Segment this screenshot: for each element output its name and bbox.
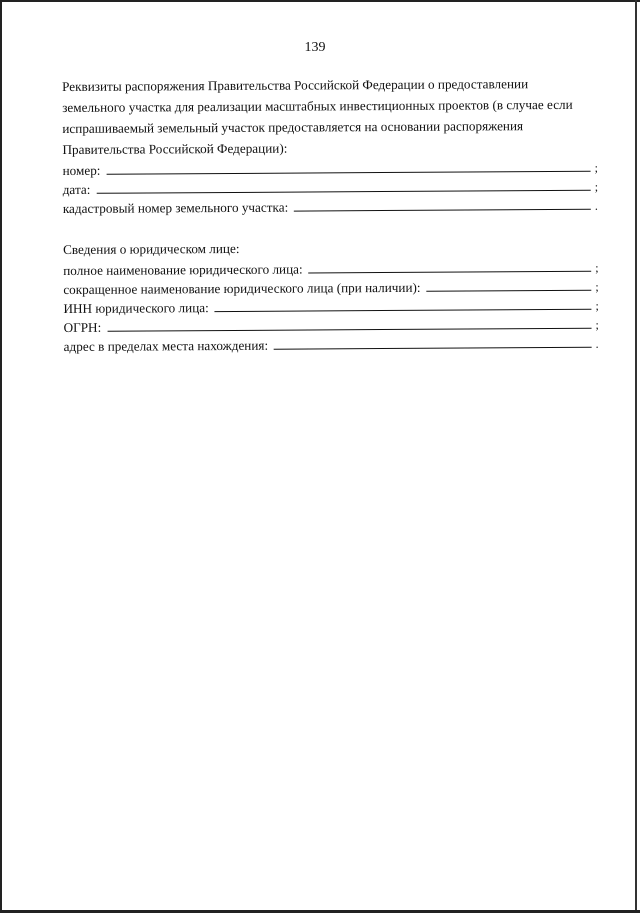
field-label: ИНН юридического лица: [63, 300, 209, 316]
scan-border-right [635, 0, 637, 913]
intro-line: испрашиваемый земельный участок предоставляется на основании распоряжения [62, 118, 524, 136]
fill-in-line[interactable] [106, 158, 590, 175]
section-heading: Сведения о юридическом лице: [63, 240, 240, 257]
field-punctuation: . [594, 198, 598, 213]
address-field [64, 333, 604, 355]
field-punctuation: ; [595, 279, 599, 294]
field-label: дата: [62, 181, 91, 197]
field-label: ОГРН: [63, 319, 102, 335]
field-punctuation: ; [594, 179, 599, 194]
scan-border-top [0, 0, 640, 2]
intro-line: Реквизиты распоряжения Правительства Российской Федерации о предоставлении [62, 76, 529, 94]
field-punctuation: ; [595, 317, 599, 332]
intro-line: земельного участка для реализации масштабных инвестиционных проектов (в случае если [62, 96, 573, 115]
legal-entity-section [63, 236, 604, 355]
fill-in-line[interactable] [294, 196, 591, 212]
fill-in-line[interactable] [107, 315, 591, 332]
field-punctuation: . [595, 336, 599, 351]
page-number: 139 [304, 40, 326, 55]
field-label: адрес в пределах места нахождения: [63, 337, 269, 354]
field-label: полное наименование юридического лица: [63, 261, 303, 278]
fill-in-line[interactable] [96, 177, 590, 194]
field-label: сокращенное наименование юридического лица (при наличии): [63, 279, 421, 297]
field-punctuation: ; [595, 260, 599, 275]
intro-line: Правительства Российской Федерации): [62, 140, 288, 157]
field-label: номер: [62, 162, 101, 178]
decree-details-section [62, 73, 603, 217]
field-punctuation: ; [595, 298, 599, 313]
field-label: кадастровый номер земельного участка: [62, 199, 289, 216]
fill-in-line[interactable] [215, 296, 592, 312]
fill-in-line[interactable] [309, 258, 592, 274]
fill-in-line[interactable] [427, 277, 592, 292]
document-body [62, 73, 604, 355]
field-punctuation: ; [594, 160, 598, 175]
scan-border-left [0, 0, 2, 913]
fill-in-line[interactable] [274, 334, 592, 350]
